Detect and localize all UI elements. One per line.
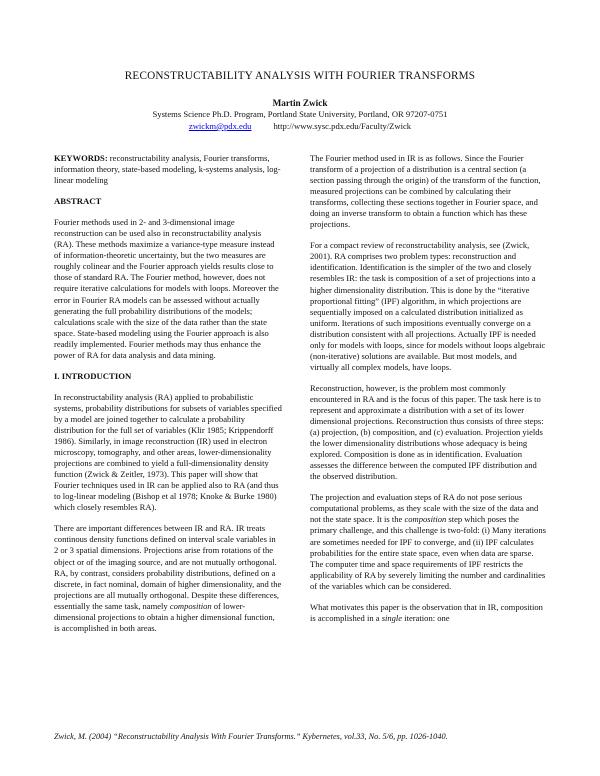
right-p5-emphasis: single xyxy=(381,612,403,623)
introduction-heading: I. INTRODUCTION xyxy=(54,370,132,381)
keywords-paragraph xyxy=(54,153,282,186)
keywords-text: reconstructability analysis, Fourier transforms, information theory, state-based modeling, k-systems analysis, log-linear modeling xyxy=(54,153,281,186)
intro-p2-text-b: of lower-dimensional projections to obtain a higher dimensional function, is accomplished in both areas. xyxy=(54,600,275,633)
email-link[interactable]: zwickm@pdx.edu xyxy=(188,121,252,131)
citation-footer: Zwick, M. (2004) “Reconstructability Analysis With Fourier Transforms.” Kybernetes, vol.33, No. 5/6, pp. 1026-1040. xyxy=(54,732,448,741)
left-column xyxy=(54,153,282,644)
right-p5-text-a: What motivates this paper is the observation that in IR, composition is accomplished in a xyxy=(310,601,543,623)
author-affiliation: Systems Science Ph.D. Program, Portland State University, Portland, OR 97207-0751 xyxy=(152,109,448,119)
author-contact xyxy=(0,121,600,131)
intro-paragraph-1: In reconstructability analysis (RA) applied to probabilistic systems, probability distributions for subsets of variables specified by a model are joined together to calculate a probability distribution for the full set of variables (Klir 1985; Krippendorff 1986). Similarly, in image reconstruction (IR) used in electron microscopy, tomography, and other areas, lower-dimensionality projections are combined to yield a full-dimensionality density function (Zwick & Zeitler, 1973). This paper will show that Fourier techniques used in IR can be applied also to RA (and thus to log-linear modeling (Bishop et al 1978; Knoke & Burke 1980) which closely resembles RA). xyxy=(54,391,282,513)
right-paragraph-2: For a compact review of reconstructability analysis, see (Zwick, 2001). RA comprises two problem types: reconstruction and identification. Identification is the simpler of the two and closely resembles IR: the task is composition of a set of projections into a higher dimensionality distribution. This is done by the “iterative proportional fitting” (IPF) algorithm, in which projections are sequentially imposed on a calculated distribution initialized as uniform. Iterations of such impositions eventually converge on a distribution consistent with all projections. Actually IPF is needed only for models with loops, since for models without loops algebraic (non-iterative) solutions are available. But most models, and virtually all complex models, have loops. xyxy=(310,240,546,372)
right-paragraph-4 xyxy=(310,492,547,591)
author-name: Martin Zwick xyxy=(272,98,328,108)
right-paragraph-5 xyxy=(310,602,547,624)
intro-p2-emphasis: composition xyxy=(169,600,212,611)
right-p5-text-b: iteration: one xyxy=(402,612,450,623)
right-p4-text-b: step which poses the primary challenge, and this challenge is two-fold: (i) Many iterations are sometimes needed for IPF to converge, and (ii) IPF calculates probabilities for the entire state space, even when data are sparse. The computer time and space requirements of IPF restricts the applicability of RA by severely limiting the number and cardinalities of the variables which can be considered. xyxy=(310,514,546,591)
paper-title: RECONSTRUCTABILITY ANALYSIS WITH FOURIER TRANSFORMS xyxy=(124,70,476,82)
right-paragraph-3: Reconstruction, however, is the problem most commonly encountered in RA and is the focus of this paper. The task here is to represent and approximate a distribution with a set of its lower dimensional projections. Reconstruction thus consists of three steps: (a) projection, (b) composition, and (c) evaluation. Projection yields the lower dimensionality distributions whose adequacy is being explored. Composition is done as in identification. Evaluation assesses the difference between the computed IPF distribution and the observed distribution. xyxy=(310,382,544,482)
abstract-text: Fourier methods used in 2- and 3-dimensional image reconstruction can be used also in reconstructability analysis (RA). These methods maximize a variance-type measure instead of information-theoretic uncertainty, but the two measures are roughly colinear and the Fourier approach yields results close to those of standard RA. The Fourier method, however, does not require iterative calculations for models with loops. Moreover the error in Fourier RA models can be assessed without actually generating the full probability distributions of the models; calculations scale with the size of the data rather than the state space. State-based modeling using the Fourier approach is also readily implemented. Fourier methods may thus enhance the power of RA for data analysis and data mining. xyxy=(54,217,279,360)
right-paragraph-1: The Fourier method used in IR is as follows. Since the Fourier transform of a projection of a distribution is a central section (a section passing through the origin) of the transform of the function, measured projections can be combined by calculating their transforms, collecting these sections together in Fourier space, and doing an inverse transform to obtain a function which has these projections. xyxy=(310,153,541,230)
intro-p2-text-a: There are important differences between IR and RA. IR treats continous density functions defined on interval scale variables in 2 or 3 spatial dimensions. Projections arise from rotations of the object or of the imaging source, and are not mutually orthogonal. RA, by contrast, considers probability distributions, defined on a discrete, in fact nominal, domain of higher dimensionality, and the projections are all mutually orthogonal. Despite these differences, essentially the same task, namely xyxy=(54,523,282,611)
right-p4-text-a: The projection and evaluation steps of RA do not pose serious computational problems, as they scale with the size of the data and not the state space. It is the xyxy=(310,492,539,525)
abstract-heading: ABSTRACT xyxy=(54,196,102,207)
right-p4-emphasis: composition xyxy=(404,514,447,525)
intro-paragraph-2 xyxy=(54,523,282,633)
keywords-label: KEYWORDS: xyxy=(54,153,108,163)
right-column xyxy=(310,153,547,634)
homepage-url[interactable]: http://www.sysc.pdx.edu/Faculty/Zwick xyxy=(273,121,412,131)
